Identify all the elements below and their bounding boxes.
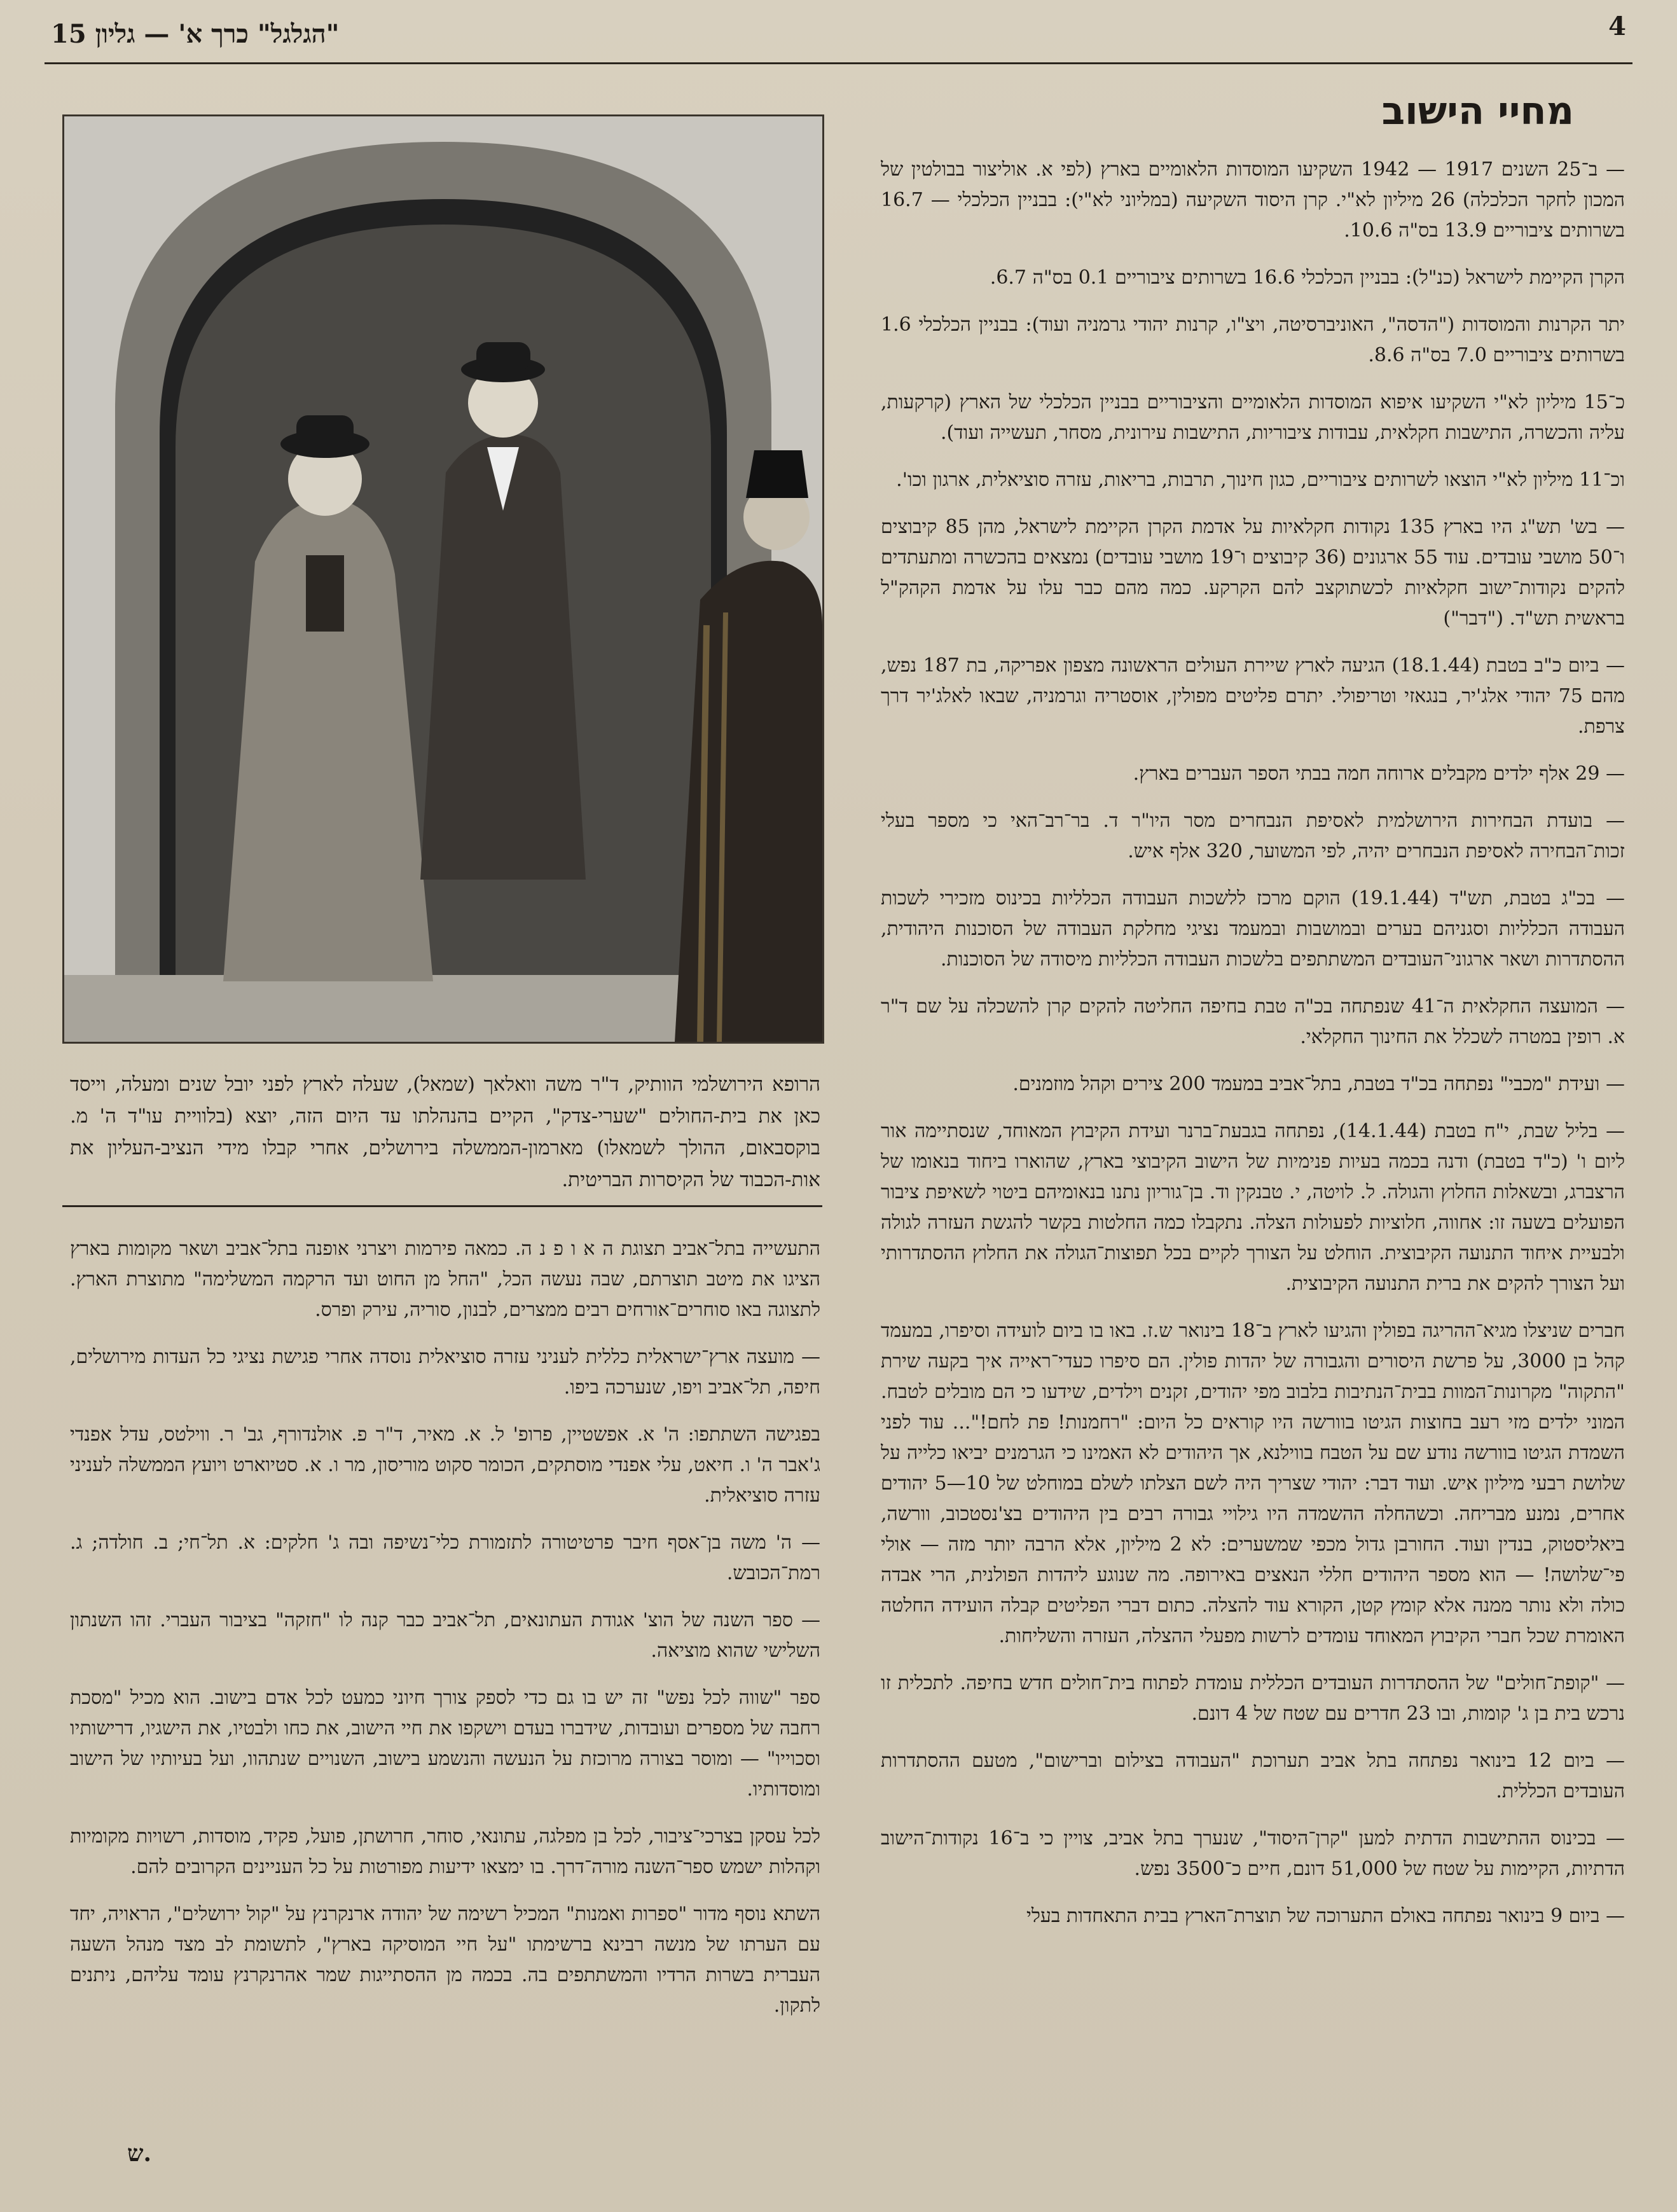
header-rule xyxy=(45,62,1632,64)
photo-old-men-doorway-image xyxy=(64,116,822,1042)
news-item: — ועידת "מכבי" נפתחה בכ"ד בטבת, בתל־אביב במעמד 200 צירים וקהל מוזמנים. xyxy=(1012,1073,1625,1095)
news-item: — בליל שבת, י"ח בטבת (14.1.44), נפתחה בגבעת־ברנר ועידת הקיבוץ המאוחד, שנסתיימה אור ליום ו' (כ"ד בטבת) ודנה בכמה בעיות פנימיות של הישוב הקיבוצי בארץ, שהוארו ביחוד בנאומו של הרצברג, ובשאלות החלוץ והגולה. ל. לויטה, י. טבנקין וד. בן־גוריון נתנו בנאומיהם ביטוי לשאיפת ציבור הפועלים בשעה זו: אחווה, חלוציות לפעולות הצלה. נתקבלו כמה החלטות בקשר להגשת העזרה לגולה ולבעיית איחוד התנועה הקיבוצית. הוחלט על הצורך לקיים בכל תפוצות־הגולה את החלוץ ההסתדרותי ועל הצורך להקים את ברית התנועה הקיבוצית. xyxy=(881,1120,1625,1295)
news-item: — ספר השנה של הוצ' אגודת העתונאים, תל־אביב כבר קנה לו "חזקה" בציבור העברי. זהו השנתון השלישי שהוא מוציאה. xyxy=(70,1609,820,1662)
news-item: לכל עסקן בצרכי־ציבור, לכל בן מפלגה, עתונאי, סוחר, חרושתן, פועל, פקיד, מוסדות, רשויות מקומיות וקהלות ישמש ספר־השנה מורה־דרך. בו ימצאו ידיעות מפורטות על כל העניינים הקרובים להם. xyxy=(70,1825,820,1878)
news-item: — מועצה ארץ־ישראלית כללית לעניני עזרה סוציאלית נוסדה אחרי פגישת נציגי כל העדות מירושלים, חיפה, תל־אביב ויפו, שנערכה ביפו. xyxy=(70,1346,820,1399)
news-item: וכ־11 מיליון לא"י הוצאו לשרותים ציבוריים, כגון חינוך, תרבות, בריאות, עזרה סוציאלית, ארגון וכו'. xyxy=(896,469,1625,491)
news-item: בפגישה השתתפו: ה' א. אפשטיין, פרופ' ל. א. מאיר, ד"ר פ. אולנדורף, גב' ר. ווילטס, עדל אפנדי ג'אבר ה' ו. חיאט, עלי אפנדי מוסתקים, הכומר סקוט מוריסון, מר ו. א. סטיוארט ויועץ הממשלה לעניני עזרה סוציאלית. xyxy=(70,1423,820,1507)
news-item: השתא נוסף מדור "ספרות ואמנות" המכיל רשימה של יהודה ארנקרנץ על "קול ירושלים", הראויה, יחד עם הערתו של מנשה רבינא ברשימתו "על חיי המוסיקה בארץ", לתשומת לב מצד מנהל השעה העברית בשרות הרדיו והמשתתפים בה. בכמה מן ההסתייגות שמר אהרנקרנץ עומד עליהם, ניתנים לתקון. xyxy=(70,1903,820,2017)
author-signoff: ש. xyxy=(127,2140,152,2167)
news-item: — ביום כ"ב בטבת (18.1.44) הגיעה לארץ שיירת העולים הראשונה מצפון אפריקה, בת 187 נפש, מהם 75 יהודי אלג'יר, בנגאזי וטריפולי. יתרם פליטים מפולין, אוסטריה וגרמניה, שבאו לאלג'יר דרך צרפת. xyxy=(881,654,1625,738)
news-item: — 29 אלף ילדים מקבלים ארוחה חמה בבתי הספר העברים בארץ. xyxy=(1133,763,1625,785)
section-title: מחיי הישוב xyxy=(1381,89,1574,134)
news-item: — ב־25 השנים 1917 — 1942 השקיעו המוסדות הלאומיים בארץ (לפי א. אוליצור בבולטין של המכון לחקר הכלכלה) 26 מיליון לא"י. קרן היסוד השקיעה (במליוני לא"י): בבניין הכלכלי — 16.7 בשרותים ציבוריים 13.9 בס"ה 10.6. xyxy=(881,158,1625,242)
news-item: — בכ"ג בטבת, תש"ד (19.1.44) הוקם מרכז ללשכות העבודה הכלליות בכינוס מזכירי לשכות העבודה הכלליות וסגניהם בערים ובמושבות ובמעמד נציגי מחלקת העבודה של הסוכנות היהודית, ההסתדרות ושאר ארגוני־העובדים המשתתפים בלשכות העבודה הכלליות מיסודה של הסוכנות. xyxy=(881,887,1625,971)
news-item: — בכינוס ההתישבות הדתית למען "קרן־היסוד", שנערך בתל אביב, צויין כי ב־16 נקודות־הישוב הדתיות, הקיימות על שטח של 51,000 דונם, חיים כ־3500 נפש. xyxy=(881,1827,1625,1880)
news-photo xyxy=(62,114,824,1044)
news-item: — ביום 12 בינואר נפתחה בתל אביב תערוכת "העבודה בצילום וברישום", מטעם ההסתדרות העובדים הכללית. xyxy=(881,1750,1625,1802)
running-header-title: "הגלגל" כרך א' — גליון 15 xyxy=(51,19,340,49)
news-item: — המועצה החקלאית ה־41 שנפתחה בכ"ה טבת בחיפה החליטה להקים קרן להשכלה על שם ד"ר א. רופין במטרה לשכלל את החינוך החקלאי. xyxy=(881,995,1625,1048)
news-item: כ־15 מיליון לא"י השקיעו איפוא המוסדות הלאומיים והציבוריים בבניין הכלכלי של הארץ (קרקעות, עליה והכשרה, התישבות חקלאית, עבודות ציבוריות, התישבות עירונית, מסחר, תעשייה ועוד). xyxy=(881,391,1625,444)
news-item: — בש' תש"ג היו בארץ 135 נקודות חקלאיות על אדמת הקרן הקיימת לישראל, מהן 85 קיבוצים ו־50 מושבי עובדים. עוד 55 ארגונים (36 קיבוצים ו־19 מושבי עובדים) נמצאים בהכשרה ומתעתדים להקים נקודות־ישוב חקלאיות לכשתוקצב להם הקרקע. כמה מהם כבר עלו על אדמת הקהק"ל בראשית תש"ד. ("דבר") xyxy=(881,516,1625,630)
news-item: — ה' משה בן־אסף חיבר פרטיטורה לתזמורת כלי־נשיפה ובה ג' חלקים: א. תל־חי; ב. חולדה; ג. רמת־הכובש. xyxy=(70,1531,820,1584)
news-item: חברים שניצלו מגיא־ההריגה בפולין והגיעו לארץ ב־18 בינואר ש.ז. באו בו ביום לועידה וסיפרו, במעמד קהל בן 3000, על פרשת היסורים והגבורה של יהדות פולין. הם סיפרו כעדי־ראייה איך בקעה שירת "התקוה" מקרונות־המוות בבית־הנתיבות בלבוב מפי יהודים, זקנים וילדים, שידעו כי הם מובלים לטבח. המוני ילדים מזי רעב בחוצות הגיטו בוורשה היו קוראים כל היום: "רחמנות! פת לחם!"... עוד לפני השמדת הגיטו בוורשה נודע שם על הטבח בווילנא, אך היהודים לא האמינו כי הגרמנים יביאו כלייה על שלושת רבעי מיליון איש. ועוד דבר: יהודי שצריך היה לשם הצלתו לשלם במוחלט של 10—5 יהודים אחרים, נמנע מבריחה. וכשהחלה ההשמדה היו גילויי גבורה רבים בין היהודים בצ'נסטכוב, וורשה, ביאליסטוק, בנדין ועוד. החורבן גדול מכפי שמשערים: לא 2 מיליון, אלא הרבה יותר מזה — אולי פי־שלושה! — הוא מספר היהודים חללי הנאצים באירופה. מה שנוגע ליהדות הפולנית, הרי אבדה כולה ולא נותר ממנה אלא קומץ קטן, הקורא עוד להצלה. כתום דברי הפליטים קבלה הועידה החלטה האומרת שכל חברי הקיבוץ המאוחד עומדים לרשות מפעלי ההצלה, העזרה והשליחות. xyxy=(881,1320,1625,1647)
news-column-right xyxy=(881,86,1625,2178)
photo-caption: הרופא הירושלמי הוותיק, ד"ר משה וואלאך (שמאל), שעלה לארץ לפני יובל שנים ומעלה, וייסד כאן את בית-החולים "שערי-צדק", הקיים בהנהלתו עד היום הזה, יוצא (בלוויית עו"ד ה' מ. בוקסבאום, ההולך לשמאלו) מארמון-הממשלה בירושלים, אחרי קבלו מידי הנציב-העליון את אות-הכבוד של הקיסרות הבריטית. xyxy=(70,1073,820,1191)
section-rule xyxy=(62,1205,822,1207)
news-item: ספר "שווה לכל נפש" זה יש בו גם כדי לספק צורך חיוני כמעט לכל אדם בישוב. הוא מכיל "מסכת רחבה של מספרים ועובדות, שידברו בעדם וישקפו את חיי הישוב, את כחו ולבטיו, את הישגיו, דרישותיו וסכוייו" — ומוסר בצורה מרוכזת על הנעשה והנשמע בישוב, השנויים שנתהוו, ועל בעיותיו של הישוב ומוסדותיו. xyxy=(70,1687,820,1801)
news-item: — ביום 9 בינואר נפתחה באולם התערוכה של תוצרת־הארץ בבית התאחדות בעלי xyxy=(1026,1905,1625,1927)
page-number: 4 xyxy=(1608,11,1626,41)
news-item: הקרן הקיימת לישראל (כנ"ל): בבניין הכלכלי 16.6 בשרותים ציבוריים 0.1 בס"ה 6.7. xyxy=(990,266,1625,289)
news-item: — "קופת־חולים" של ההסתדרות העובדים הכללית עומדת לפתוח בית־חולים חדש בחיפה. לתכלית זו נרכש בית בן ג' קומות, ובו 23 חדרים עם שטח של 4 דונם. xyxy=(881,1672,1625,1725)
news-item: יתר הקרנות והמוסדות ("הדסה", האוניברסיטה, ויצ"ו, קרנות יהודי גרמניה ועוד): בבניין הכלכלי 1.6 בשרותים ציבוריים 7.0 בס"ה 8.6. xyxy=(881,314,1625,366)
news-item: — בועדת הבחירות הירושלמית לאסיפת הנבחרים מסר היו"ר ד. בר־רב־האי כי מספר בעלי זכות־הבחירה לאסיפת הנבחרים יהיה, לפי המשוער, 320 אלף איש. xyxy=(881,810,1625,862)
news-column-left xyxy=(70,1234,820,2169)
news-item: התעשייה בתל־אביב תצוגת ה א ו פ נ ה. כמאה פירמות ויצרני אופנה בתל־אביב ושאר מקומות בארץ הציגו את מיטב תוצרתם, שבה נעשה הכל, "החל מן החוט ועד הרקמה המשלימה" מתוצרת הארץ. לתצוגה באו סוחרים־אורחים רבים ממצרים, לבנון, סוריה, עירק ופרס. xyxy=(70,1238,820,1321)
